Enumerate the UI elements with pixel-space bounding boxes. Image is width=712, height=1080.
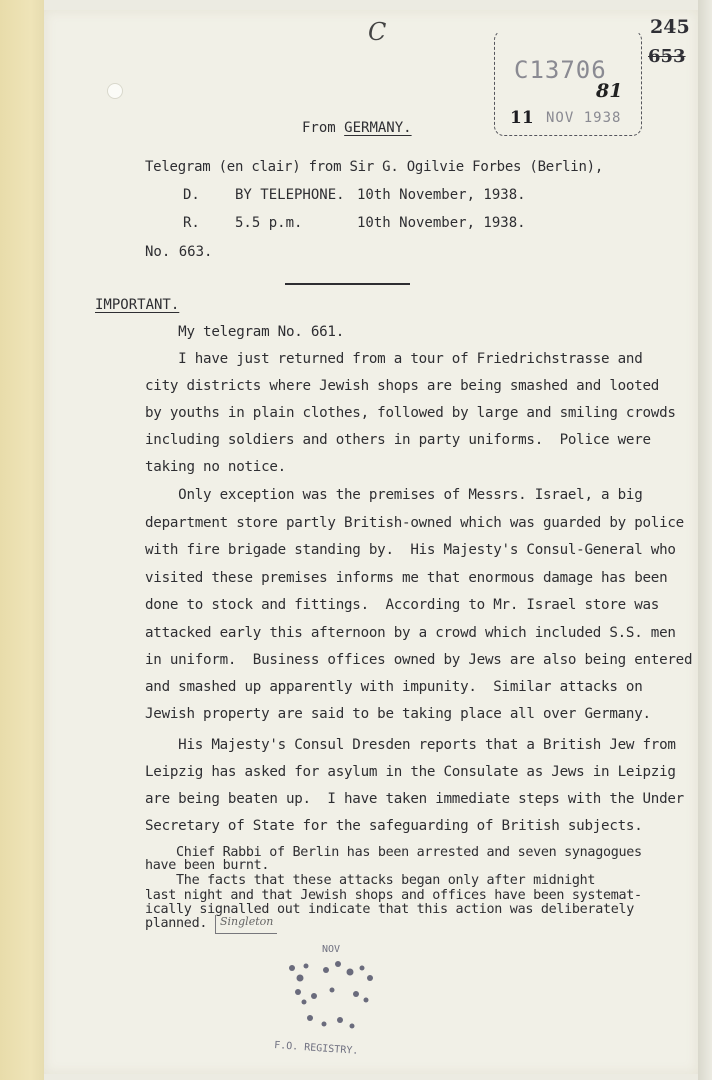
- body-line: with fire brigade standing by. His Majesty's Consul-General who: [145, 542, 676, 558]
- postscript-line: Chief Rabbi of Berlin has been arrested and seven synagogues: [145, 845, 642, 860]
- r-date: 10th November, 1938.: [357, 215, 526, 231]
- postscript-line: have been burnt.: [145, 858, 270, 873]
- postscript-line: The facts that these attacks began only after midnight: [145, 873, 596, 888]
- stamp-sub-number: 81: [596, 80, 623, 102]
- registry-month: NOV: [322, 944, 341, 955]
- page-edge-shadow: [698, 0, 712, 1080]
- body-line: Only exception was the premises of Messrs. Israel, a big: [145, 487, 643, 503]
- registry-label: F.O. REGISTRY.: [273, 1040, 359, 1057]
- punch-hole: [107, 83, 123, 99]
- body-line: are being beaten up. I have taken immediate steps with the Under: [145, 791, 684, 807]
- body-line: including soldiers and others in party uniforms. Police were: [145, 432, 651, 448]
- body-line: by youths in plain clothes, followed by large and smiling crowds: [145, 405, 676, 421]
- postscript-line: planned.: [145, 916, 208, 931]
- body-line: Secretary of State for the safeguarding of British subjects.: [145, 818, 643, 834]
- left-binding-strip: [0, 0, 44, 1080]
- body-line: My telegram No. 661.: [145, 324, 344, 340]
- body-line: I have just returned from a tour of Friedrichstrasse and: [145, 351, 643, 367]
- divider-rule: [285, 283, 410, 285]
- stamp-day: 11: [510, 108, 534, 128]
- from-label: From: [302, 120, 336, 136]
- country-name: GERMANY.: [344, 120, 412, 136]
- body-line: His Majesty's Consul Dresden reports that a British Jew from: [145, 737, 676, 753]
- r-time: 5.5 p.m.: [235, 215, 303, 231]
- body-line: done to stock and fittings. According to Mr. Israel store was: [145, 597, 660, 613]
- body-line: taking no notice.: [145, 459, 286, 475]
- d-date: 10th November, 1938.: [357, 187, 526, 203]
- folio-number-struck: 653: [648, 46, 686, 67]
- body-line: Leipzig has asked for asylum in the Consulate as Jews in Leipzig: [145, 764, 676, 780]
- stamp-dots: [289, 961, 373, 1029]
- d-label: D.: [183, 187, 200, 203]
- body-line: in uniform. Business offices owned by Jews are also being entered: [145, 652, 693, 668]
- from-heading: [302, 120, 412, 136]
- body-line: attacked early this afternoon by a crowd which included S.S. men: [145, 625, 676, 641]
- stamp-number: C13706: [514, 56, 607, 84]
- telegram-line: Telegram (en clair) from Sir G. Ogilvie Forbes (Berlin),: [145, 159, 604, 175]
- handwritten-mark: C: [368, 18, 387, 46]
- stamp-date: NOV 1938: [546, 110, 622, 126]
- folio-number: 245: [650, 16, 690, 38]
- body-line: visited these premises informs me that enormous damage has been: [145, 570, 668, 586]
- body-line: and smashed up apparently with impunity. Similar attacks on: [145, 679, 643, 695]
- r-label: R.: [183, 215, 200, 231]
- important-label: IMPORTANT.: [95, 297, 180, 313]
- postscript-line: last night and that Jewish shops and offices have been systemat-: [145, 888, 642, 903]
- handwritten-bracket-note: Singleton: [215, 915, 277, 934]
- body-line: city districts where Jewish shops are being smashed and looted: [145, 378, 660, 394]
- body-line: department store partly British-owned which was guarded by police: [145, 515, 684, 531]
- d-method: BY TELEPHONE.: [235, 187, 345, 203]
- telegram-number: No. 663.: [145, 244, 213, 260]
- postscript-line: ically signalled out indicate that this action was deliberately: [145, 902, 634, 917]
- registry-stamp: [270, 938, 400, 1058]
- body-line: Jewish property are said to be taking place all over Germany.: [145, 706, 651, 722]
